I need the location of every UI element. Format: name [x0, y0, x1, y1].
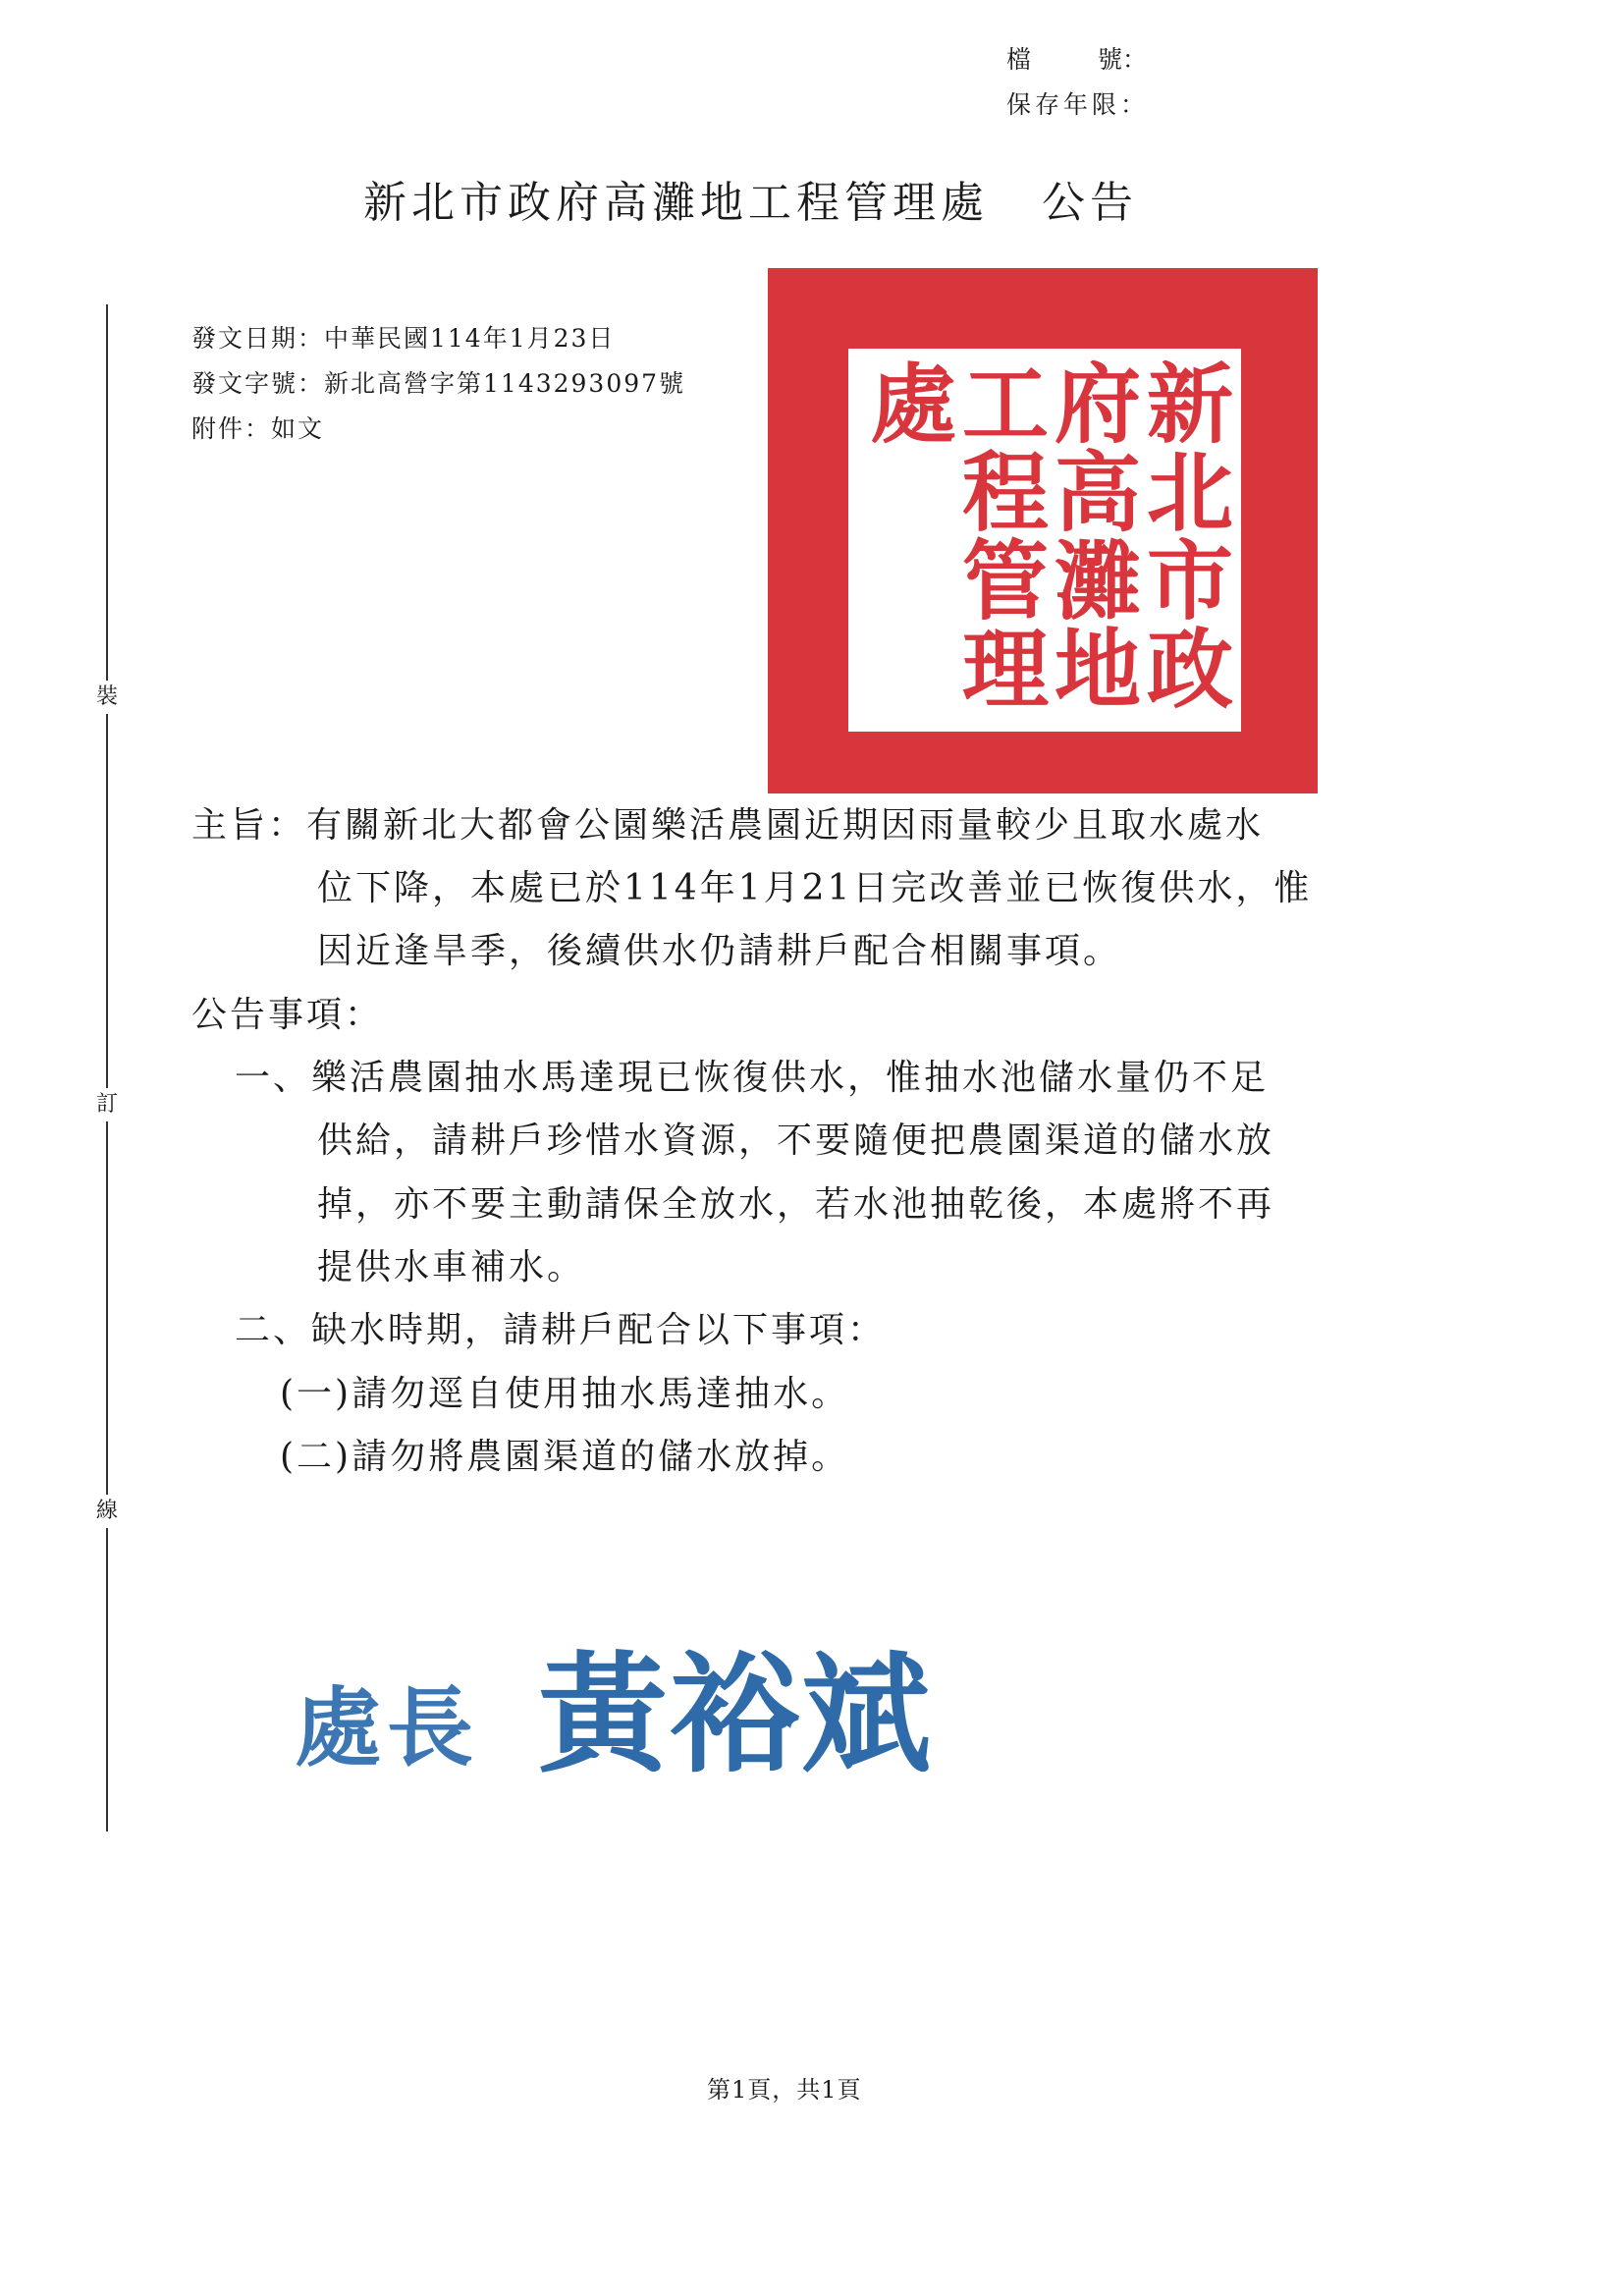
notice-item-2-sub-2: (二)請勿將農園渠道的儲水放掉。 — [280, 1437, 850, 1477]
seal-text: 新北市政府高灘地工程管理處 — [856, 358, 1235, 712]
signature-title: 處長 — [295, 1676, 480, 1778]
notice-heading: 公告事項： — [191, 995, 384, 1035]
attachment: 附件：如文 — [191, 414, 325, 443]
notice-item-1-line-1: 一、樂活農園抽水馬達現已恢復供水，惟抽水池儲水量仍不足 — [235, 1058, 1270, 1098]
page-title — [363, 167, 1138, 230]
official-seal — [768, 268, 1318, 793]
document-number: 發文字號：新北高營字第1143293097號 — [191, 369, 686, 398]
page-number: 第1頁，共1頁 — [707, 2076, 862, 2104]
binding-mark-xian: 線 — [90, 1495, 124, 1528]
subject-line-2: 位下降，本處已於114年1月21日完改善並已恢復供水，惟 — [317, 868, 1313, 908]
file-number-label: 檔號 — [1006, 45, 1122, 74]
notice-item-1-line-4: 提供水車補水。 — [317, 1247, 586, 1287]
retention-label: 保存年限： — [1006, 90, 1150, 119]
document-meta — [191, 316, 685, 452]
agency-name: 新北市政府高灘地工程管理處 — [363, 178, 989, 228]
subject-line-1: 主旨：有關新北大都會公園樂活農園近期因雨量較少且取水處水 — [191, 805, 1265, 846]
notice-item-1-line-2: 供給，請耕戶珍惜水資源，不要隨便把農園渠道的儲水放 — [317, 1121, 1275, 1161]
subject-line-3: 因近逢旱季，後續供水仍請耕戶配合相關事項。 — [317, 931, 1122, 971]
binding-mark-ding: 訂 — [90, 1088, 124, 1121]
file-number-colon: ： — [1122, 45, 1152, 74]
binding-mark-zhuang: 裝 — [90, 681, 124, 714]
issue-date: 發文日期：中華民國114年1月23日 — [191, 324, 616, 353]
notice-item-1-line-3: 掉，亦不要主動請保全放水，若水池抽乾後，本處將不再 — [317, 1184, 1275, 1225]
signature-name: 黃裕斌 — [538, 1639, 933, 1791]
archive-info — [1006, 37, 1151, 128]
binding-line — [106, 304, 108, 1831]
notice-item-2-lead: 二、缺水時期，請耕戶配合以下事項： — [235, 1310, 887, 1350]
notice-item-2-sub-1: (一)請勿逕自使用抽水馬達抽水。 — [280, 1374, 850, 1414]
document-type: 公告 — [1042, 178, 1138, 228]
